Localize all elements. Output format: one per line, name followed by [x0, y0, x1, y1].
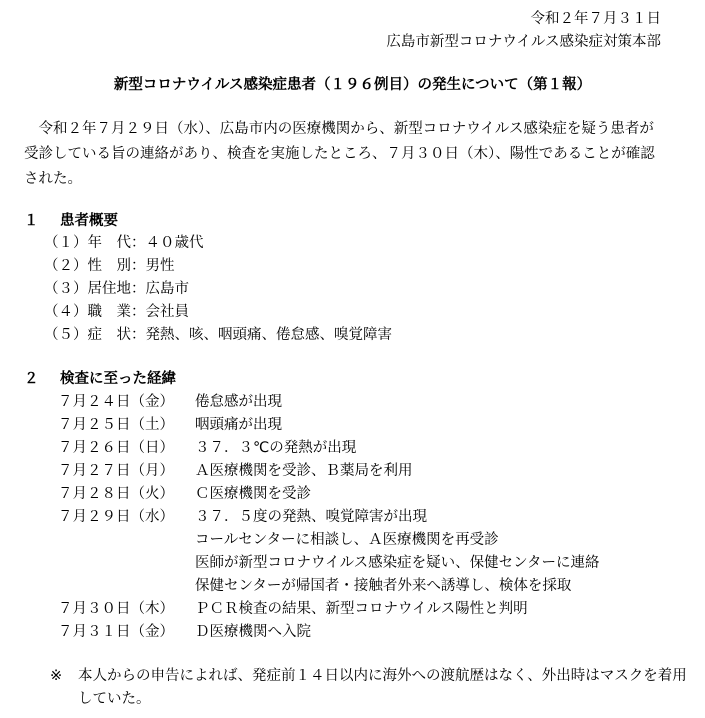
patient-item-sex: （２）性 別：男性 — [44, 258, 175, 274]
patient-item-age: （１）年 代：４０歳代 — [44, 235, 204, 251]
timeline-date: ７月２９日（水） — [58, 509, 174, 525]
timeline-date: ７月２７日（月） — [58, 463, 174, 479]
intro-paragraph: 令和２年７月２９日（水）、広島市内の医療機関から、新型コロナウイルス感染症を疑う患者が受診している旨の連絡があり、検査を実施したところ、７月３０日（木）、陽性であることが確認された。 — [24, 121, 655, 187]
timeline-date: ７月２５日（土） — [58, 417, 174, 433]
timeline-row — [0, 621, 705, 643]
timeline-row — [0, 460, 705, 482]
timeline-date: ７月３０日（木） — [58, 601, 174, 617]
section2-title: 検査に至った経緯 — [60, 371, 176, 387]
timeline-row — [0, 391, 705, 413]
patient-item-occupation: （４）職 業：会社員 — [44, 304, 189, 320]
note-mark: ※ — [50, 668, 63, 684]
section1-title: 患者概要 — [60, 213, 118, 229]
section2-heading — [24, 368, 176, 390]
timeline-event: Ｄ医療機関へ入院 — [195, 624, 311, 640]
section1-heading — [24, 210, 118, 232]
timeline-row-continued — [0, 529, 705, 551]
timeline-row — [0, 437, 705, 459]
timeline-event: Ａ医療機関を受診、Ｂ薬局を利用 — [195, 463, 413, 479]
section2-number: ２ — [24, 371, 39, 387]
timeline-row-continued — [0, 575, 705, 597]
patient-item-residence: （３）居住地：広島市 — [44, 281, 189, 297]
timeline-date: ７月２８日（火） — [58, 486, 174, 502]
timeline-event: 咽頭痛が出現 — [195, 417, 282, 433]
note-text: 本人からの申告によれば、発症前１４日以内に海外への渡航歴はなく、外出時はマスクを着用していた。 — [78, 668, 687, 707]
document-title: 新型コロナウイルス感染症患者（１９６例目）の発生について（第１報） — [113, 77, 592, 93]
timeline-event: 保健センターが帰国者・接触者外来へ誘導し、検体を採取 — [195, 578, 572, 594]
timeline-event: ＰＣＲ検査の結果、新型コロナウイルス陽性と判明 — [195, 601, 528, 617]
timeline-row-continued — [0, 552, 705, 574]
timeline-row — [0, 506, 705, 528]
document-date: 令和２年７月３１日 — [530, 11, 661, 27]
timeline-date: ７月３１日（金） — [58, 624, 174, 640]
section1-number: １ — [24, 213, 39, 229]
timeline-row — [0, 483, 705, 505]
issuing-department: 広島市新型コロナウイルス感染症対策本部 — [386, 34, 661, 50]
patient-item-symptoms: （５）症 状：発熱、咳、咽頭痛、倦怠感、嗅覚障害 — [44, 327, 392, 343]
timeline-event: ３７．５度の発熱、嗅覚障害が出現 — [195, 509, 427, 525]
timeline-date: ７月２４日（金） — [58, 394, 174, 410]
timeline-row — [0, 598, 705, 620]
timeline-date: ７月２６日（日） — [58, 440, 174, 456]
timeline-event: ３７．３℃の発熱が出現 — [195, 440, 357, 456]
timeline-event: 倦怠感が出現 — [195, 394, 282, 410]
timeline-event: 医師が新型コロナウイルス感染症を疑い、保健センターに連絡 — [195, 555, 600, 571]
timeline-event: コールセンターに相談し、Ａ医療機関を再受診 — [195, 532, 499, 548]
timeline-event: Ｃ医療機関を受診 — [195, 486, 311, 502]
timeline-row — [0, 414, 705, 436]
